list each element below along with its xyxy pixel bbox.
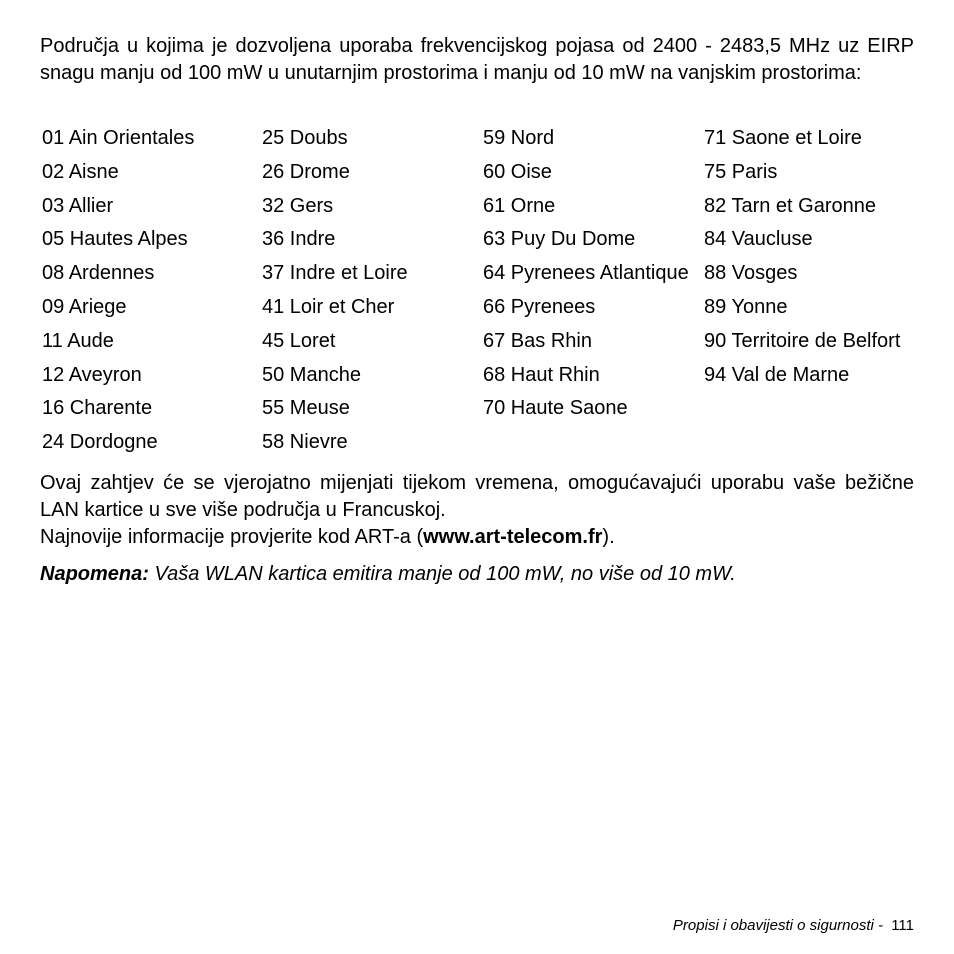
info-line xyxy=(40,524,914,551)
department-column-1 xyxy=(40,125,255,463)
department-item: 37 Indre et Loire xyxy=(262,262,408,285)
department-item: 63 Puy Du Dome xyxy=(483,228,636,251)
department-item: 88 Vosges xyxy=(704,262,798,285)
note xyxy=(40,561,914,588)
department-item: 05 Hautes Alpes xyxy=(42,228,188,251)
department-item: 64 Pyrenees Atlantique xyxy=(483,262,689,285)
footer-section-title: Propisi i obavijesti o sigurnosti - xyxy=(672,917,884,934)
document-page xyxy=(40,0,914,954)
page-number: 111 xyxy=(891,917,914,934)
department-item: 66 Pyrenees xyxy=(483,295,596,318)
department-column-4 xyxy=(702,125,917,395)
department-item: 01 Ain Orientales xyxy=(42,127,195,149)
department-item: 32 Gers xyxy=(262,194,334,217)
department-item: 82 Tarn et Garonne xyxy=(704,194,876,217)
department-item: 45 Loret xyxy=(262,329,336,352)
department-column-2 xyxy=(260,125,475,463)
department-item: 08 Ardennes xyxy=(42,262,155,285)
info-suffix: ). xyxy=(602,526,615,548)
department-item: 02 Aisne xyxy=(42,160,119,183)
department-item: 68 Haut Rhin xyxy=(483,363,600,386)
department-item: 16 Charente xyxy=(42,397,153,420)
department-item: 24 Dordogne xyxy=(42,431,158,454)
department-item: 50 Manche xyxy=(262,363,361,386)
intro-paragraph: Područja u kojima je dozvoljena uporaba frekvencijskog pojasa od 2400 - 2483,5 MHz uz EIRP snagu manju od 100 mW u unutarnjim prostorima i manju od 10 mW na vanjskim prostorima: xyxy=(40,35,914,84)
closing-paragraph: Ovaj zahtjev će se vjerojatno mijenjati tijekom vremena, omogućavajući uporabu vaše bežične LAN kartice u sve više područja u Francuskoj. xyxy=(40,472,914,521)
department-item: 58 Nievre xyxy=(262,431,348,454)
note-label: Napomena: xyxy=(40,563,149,585)
closing-text xyxy=(40,470,914,551)
art-telecom-link[interactable]: www.art-telecom.fr xyxy=(423,526,603,548)
department-column-3 xyxy=(481,125,696,429)
department-item: 94 Val de Marne xyxy=(704,363,850,386)
info-prefix: Najnovije informacije provjerite kod ART-a ( xyxy=(40,526,424,548)
department-item: 90 Territoire de Belfort xyxy=(704,329,901,352)
department-item: 26 Drome xyxy=(262,160,350,183)
note-text: Vaša WLAN kartica emitira manje od 100 mW, no više od 10 mW. xyxy=(154,563,736,585)
department-item: 71 Saone et Loire xyxy=(704,127,862,149)
department-item: 09 Ariege xyxy=(42,295,127,318)
department-item: 75 Paris xyxy=(704,160,778,183)
department-item: 59 Nord xyxy=(483,127,555,149)
department-item: 70 Haute Saone xyxy=(483,397,628,420)
department-item: 89 Yonne xyxy=(704,295,788,318)
department-item: 03 Allier xyxy=(42,194,114,217)
page-footer xyxy=(673,916,914,936)
department-item: 41 Loir et Cher xyxy=(262,295,395,318)
department-item: 36 Indre xyxy=(262,228,336,251)
department-item: 60 Oise xyxy=(483,160,552,183)
department-item: 61 Orne xyxy=(483,194,556,217)
department-item: 84 Vaucluse xyxy=(704,228,813,251)
department-item: 12 Aveyron xyxy=(42,363,142,386)
department-item: 11 Aude xyxy=(42,329,114,352)
department-item: 67 Bas Rhin xyxy=(483,329,592,352)
department-item: 25 Doubs xyxy=(262,127,348,149)
department-item: 55 Meuse xyxy=(262,397,350,420)
